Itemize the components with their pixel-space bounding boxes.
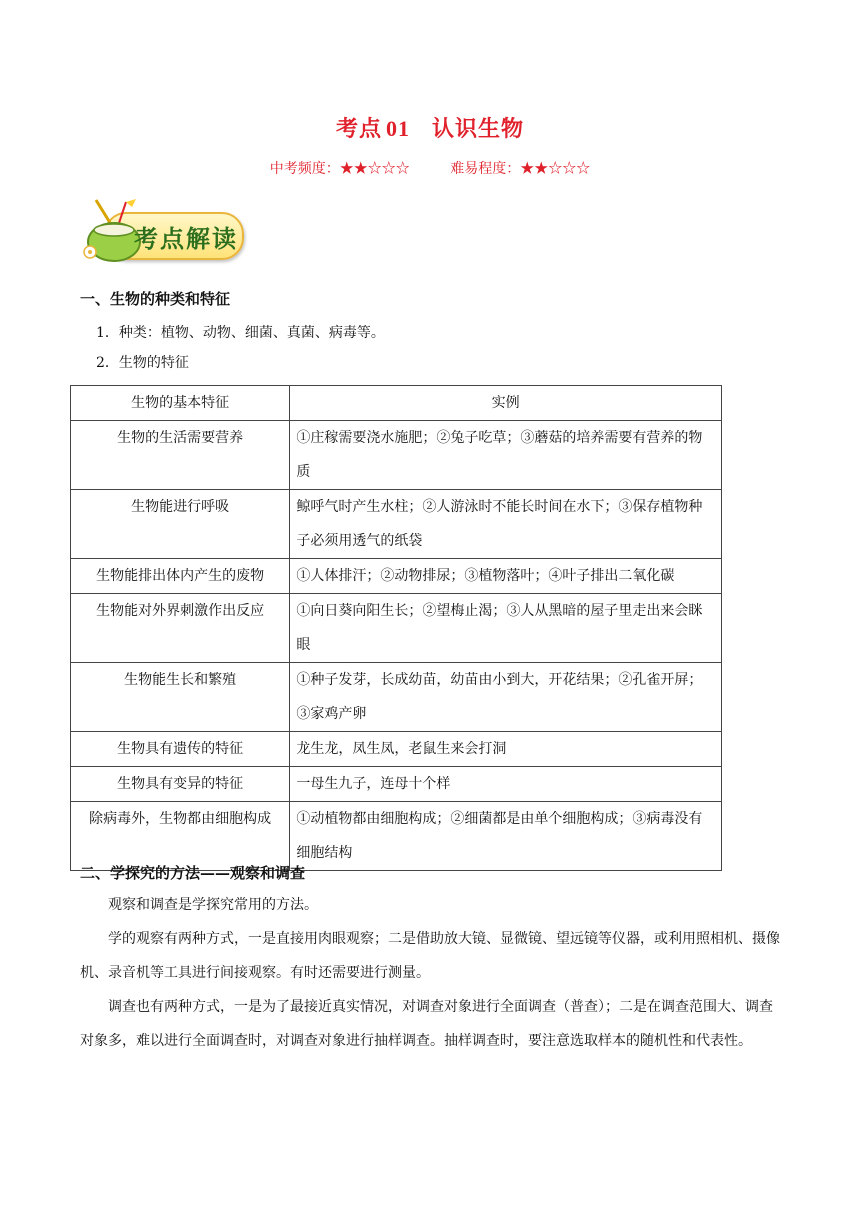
- example-cell: 一母生九子，连母十个样: [290, 767, 722, 802]
- observation-paragraph: 学的观察有两种方式，一是直接用肉眼观察；二是借助放大镜、显微镜、望远镜等仪器，或利用照相机、摄像机、录音机等工具进行间接观察。有时还需要进行测量。: [80, 931, 780, 981]
- species-item: 1．种类：植物、动物、细菌、真菌、病毒等。: [96, 325, 385, 341]
- example-cell: ①庄稼需要浇水施肥；②兔子吃草；③蘑菇的培养需要有营养的物质: [290, 421, 722, 490]
- section2-heading: 二、学探究的方法——观察和调查: [80, 864, 306, 882]
- example-cell: ①人体排汗；②动物排尿；③植物落叶；④叶子排出二氧化碳: [290, 559, 722, 594]
- section1-heading: 一、生物的种类和特征: [80, 290, 231, 308]
- table-header-cell: 生物的基本特征: [71, 386, 290, 421]
- feature-cell: 生物能对外界刺激作出反应: [71, 594, 290, 663]
- feature-cell: 除病毒外，生物都由细胞构成: [71, 802, 290, 871]
- table-row: [71, 732, 722, 767]
- feature-cell: 生物具有变异的特征: [71, 767, 290, 802]
- example-cell: ①动植物都由细胞构成；②细菌都是由单个细胞构成；③病毒没有细胞结构: [290, 802, 722, 871]
- title-number: 01: [386, 116, 410, 141]
- table-header-cell: 实例: [290, 386, 722, 421]
- table-row: [71, 559, 722, 594]
- table-row: [71, 802, 722, 871]
- feature-cell: 生物能排出体内产生的废物: [71, 559, 290, 594]
- table-row: [71, 594, 722, 663]
- example-cell: 鲸呼气时产生水柱；②人游泳时不能长时间在水下；③保存植物种子必须用透气的纸袋: [290, 490, 722, 559]
- methods-paragraph: 观察和调查是学探究常用的方法。: [108, 897, 318, 913]
- frequency-rating: 中考频度：★★☆☆☆: [269, 161, 410, 177]
- difficulty-rating: 难易程度：★★☆☆☆: [450, 161, 591, 177]
- example-cell: ①种子发芽，长成幼苗，幼苗由小到大，开花结果；②孔雀开屏；③家鸡产卵: [290, 663, 722, 732]
- table-row: [71, 767, 722, 802]
- page-title: [0, 112, 860, 143]
- badge-label: 考点解读: [134, 224, 238, 253]
- rating-line: [0, 158, 860, 178]
- table-header-row: [71, 386, 722, 421]
- example-cell: 龙生龙，凤生凤，老鼠生来会打洞: [290, 732, 722, 767]
- survey-paragraph: 调查也有两种方式，一是为了最接近真实情况，对调查对象进行全面调查（普查）；二是在调查范围大、调查对象多，难以进行全面调查时，对调查对象进行抽样调查。抽样调查时，要注意选取样本的随机性和代表性。: [80, 999, 773, 1049]
- features-table: [70, 385, 722, 871]
- feature-cell: 生物的生活需要营养: [71, 421, 290, 490]
- features-item: 2．生物的特征: [96, 355, 189, 371]
- example-cell: ①向日葵向阳生长；②望梅止渴；③人从黑暗的屋子里走出来会眯眼: [290, 594, 722, 663]
- feature-cell: 生物具有遗传的特征: [71, 732, 290, 767]
- feature-cell: 生物能生长和繁殖: [71, 663, 290, 732]
- title-text: 认识生物: [432, 116, 525, 142]
- feature-cell: 生物能进行呼吸: [71, 490, 290, 559]
- table-row: [71, 421, 722, 490]
- table-row: [71, 490, 722, 559]
- table-row: [71, 663, 722, 732]
- kaodian-badge: [82, 196, 244, 264]
- title-prefix: 考点: [335, 116, 382, 142]
